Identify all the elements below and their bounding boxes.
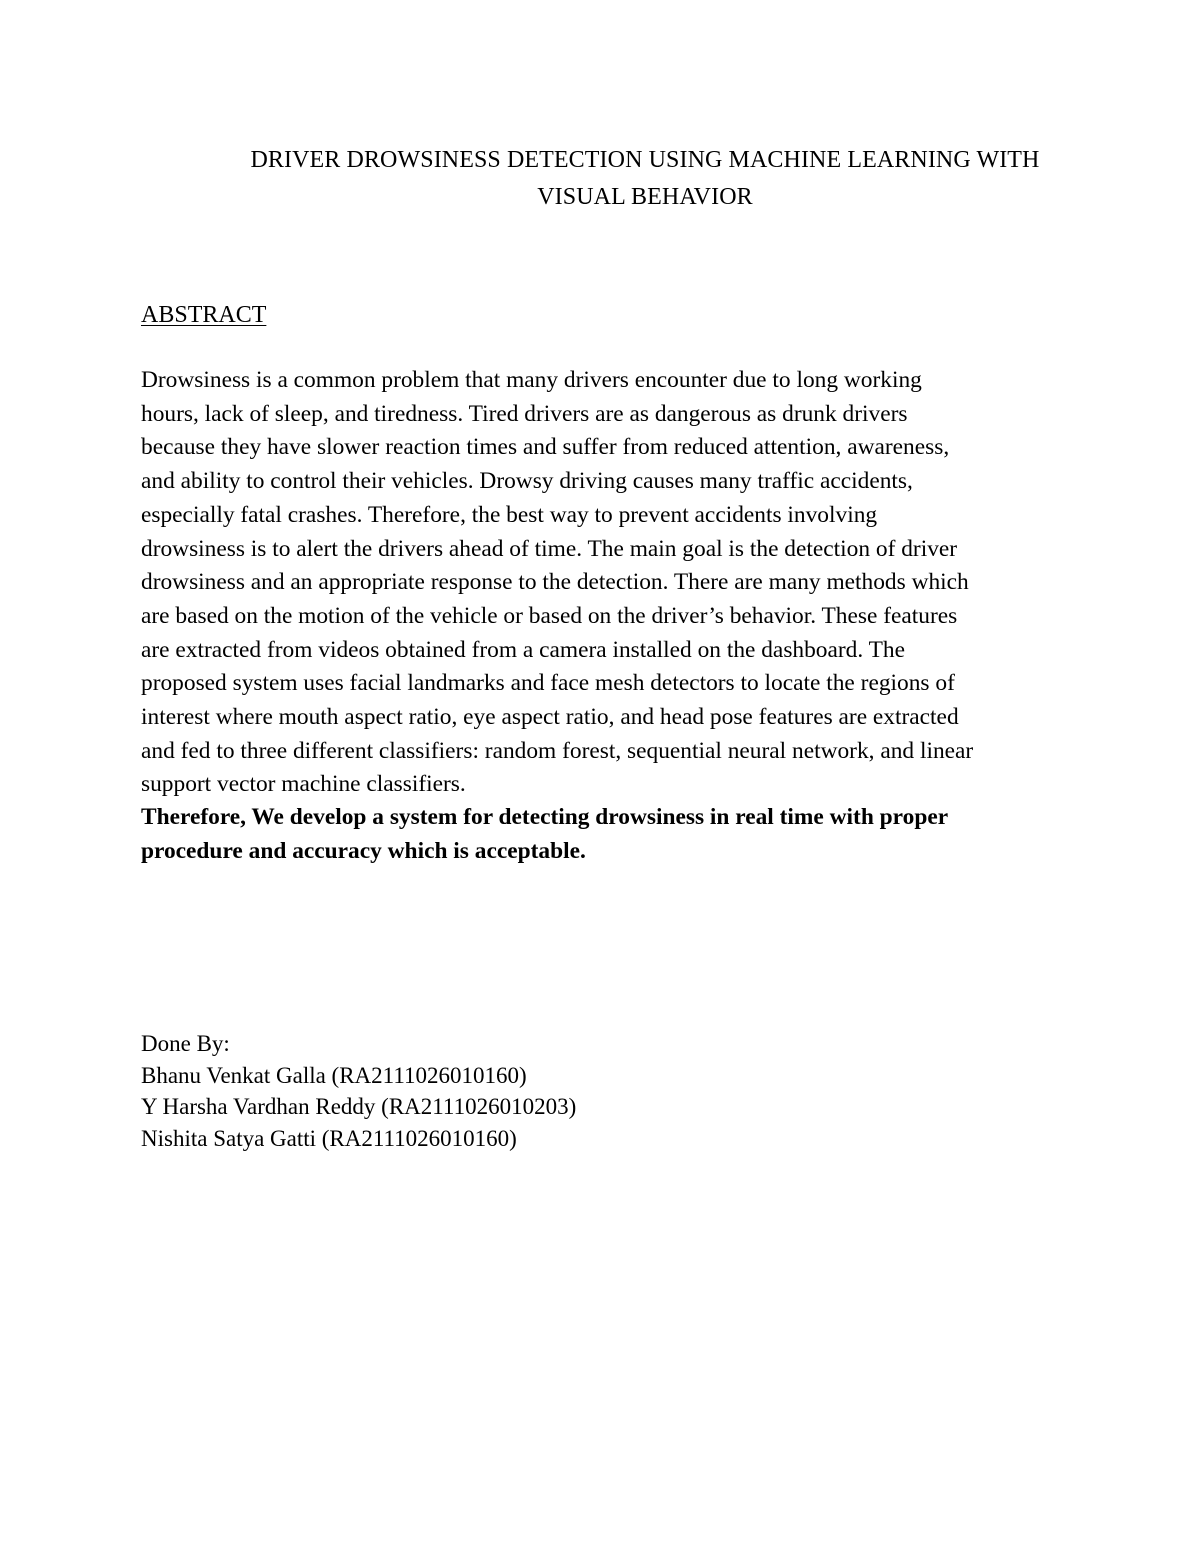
conclusion-paragraph: Therefore, We develop a system for detecting drowsiness in real time with proper procedure and accuracy which is acceptable.	[141, 804, 949, 864]
abstract-heading: ABSTRACT	[141, 302, 267, 328]
abstract-paragraph: Drowsiness is a common problem that many drivers encounter due to long working hours, lack of sleep, and tiredness. Tired drivers are as dangerous as drunk drivers because they have slower reaction times and suffer from reduced attention, awareness, and ability to control their vehicles. Drowsy driving causes many traffic accidents, especially fatal crashes. Therefore, the best way to prevent accidents involving drowsiness is to alert the drivers ahead of time. The main goal is the detection of driver drowsiness and an appropriate response to the detection. There are many methods which are based on the motion of the vehicle or based on the driver’s behavior. These features are extracted from videos obtained from a camera installed on the dashboard. The proposed system uses facial landmarks and face mesh detectors to locate the regions of interest where mouth aspect ratio, eye aspect ratio, and head pose features are extracted and fed to three different classifiers: random forest, sequential neural network, and linear support vector machine classifiers.	[141, 367, 974, 798]
title-line-2: VISUAL BEHAVIOR	[537, 184, 753, 210]
authors-block	[141, 1028, 1041, 1154]
author-line: Nishita Satya Gatti (RA2111026010160)	[141, 1125, 517, 1151]
title-line-1: DRIVER DROWSINESS DETECTION USING MACHINE LEARNING WITH	[250, 147, 1040, 173]
author-line: Y Harsha Vardhan Reddy (RA2111026010203)	[141, 1094, 577, 1119]
done-by-label: Done By:	[141, 1031, 230, 1056]
author-line: Bhanu Venkat Galla (RA2111026010160)	[141, 1062, 527, 1088]
document-title	[130, 142, 1160, 216]
